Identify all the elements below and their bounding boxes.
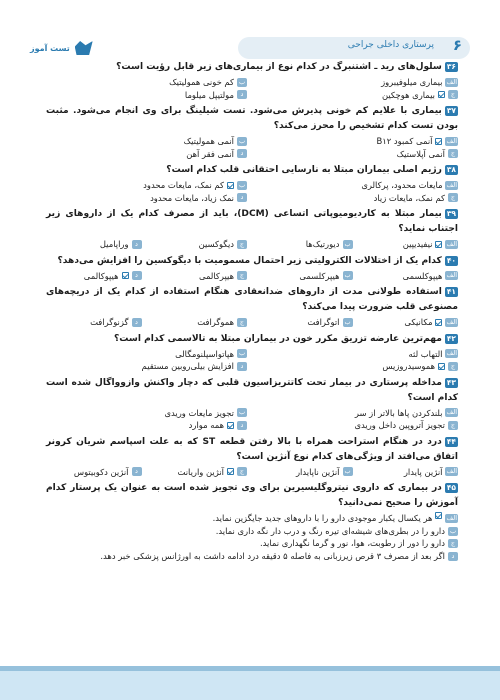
question-number-badge: ۴۵: [446, 483, 456, 492]
question-number-badge: ۳۸: [446, 165, 456, 174]
option-letter: الف: [446, 136, 457, 145]
option-letter: د: [132, 318, 142, 327]
question-stem: [46, 481, 458, 511]
option-letter: الف: [446, 180, 457, 189]
question-number-badge: ۴۰: [446, 255, 456, 265]
option-text: کم خونی همولیتیک: [169, 77, 234, 87]
option-letter: ج: [237, 318, 247, 327]
option-letter: د: [237, 421, 247, 430]
option-text: وراپامیل: [99, 239, 129, 249]
option-text: آنژین واریانت: [177, 466, 224, 477]
option-text: آنمی کمبود B۱۲: [376, 136, 433, 146]
option-text: نیفیدیپین: [402, 239, 433, 249]
option-text: مایعات محدود، پرکالری: [361, 180, 443, 190]
answer-options: [46, 179, 458, 204]
correct-check-icon: [435, 319, 442, 326]
question-stem: [46, 376, 458, 406]
question-number-badge: ۳۹: [446, 209, 456, 218]
option-letter: ج: [237, 271, 247, 280]
option-text: دیورتیک‌ها: [305, 239, 340, 249]
answer-options: [46, 135, 458, 160]
question-text: کدام یک از اختلالات الکترولیتی زیر احتمال مسمومیت با دیگوکسین را افزایش می‌دهد؟: [57, 255, 442, 266]
answer-option: [257, 238, 353, 251]
answer-option: [46, 407, 247, 420]
answer-option: [152, 466, 248, 479]
option-letter: ج: [237, 467, 247, 476]
option-letter: ب: [344, 317, 351, 326]
question-stem: [46, 207, 458, 237]
answer-option: [46, 76, 247, 89]
question-item: [46, 254, 458, 283]
option-text: دارو را در بطری‌های شیشه‌ای تیره رنگ و درب دار نگه داری نماید.: [215, 525, 445, 536]
option-letter: ب: [238, 349, 246, 358]
option-letter: الف: [446, 467, 457, 476]
question-item: [46, 376, 458, 432]
question-text: استفاده طولانی مدت از داروهای ضدانعقادی هنگام استفاده از کدام یک از دریچه‌های مصنوعی قلب ضرورت پیدا می‌کند؟: [46, 287, 458, 312]
option-letter: الف: [446, 514, 457, 522]
brand-logo: [30, 38, 93, 58]
answer-option: [257, 466, 353, 479]
question-text: سلول‌های رید ـ اشتنبرگ در کدام نوع از بیماری‌های زیر قابل رؤیت است؟: [116, 62, 442, 72]
question-text: درد در هنگام استراحت همراه با بالا رفتن قطعه ST که به علت اسپاسم شریان کرونر اتفاق می‌افتد از ویژگی‌های کدام نوع آنژین است؟: [46, 436, 458, 462]
header-title: پرستاری داخلی جراحی: [347, 40, 434, 50]
answer-options: [46, 512, 458, 562]
option-text: تجویز آتروپین داخل وریدی: [354, 420, 445, 430]
option-text: بیماری میلوفیبروز: [381, 77, 443, 87]
answer-option: [46, 148, 247, 161]
option-letter: الف: [446, 77, 457, 86]
option-letter: ب: [238, 136, 246, 145]
correct-check-icon: [435, 138, 442, 145]
answer-option: [46, 192, 247, 205]
correct-check-icon: [227, 422, 234, 429]
question-stem: [46, 285, 458, 315]
page-footer-band: [0, 666, 500, 700]
question-text: در بیماری که داروی نیتروگلیسیرین برای وی تجویز شده است به عنوان یک پرستار کدام آموزش را صحیح نمی‌دانید؟: [46, 483, 458, 508]
option-letter: الف: [446, 239, 457, 248]
question-text: بیماری با علایم کم خونی پذیرش می‌شود. تست شیلینگ برای وی انجام می‌شود. مثبت بودن تست کدام تشخیص را محرز می‌کند؟: [46, 106, 458, 131]
option-letter: د: [448, 552, 458, 561]
answer-option: [46, 550, 458, 563]
option-letter: ب: [449, 526, 457, 535]
answer-option: [363, 270, 459, 283]
option-text: بلندکردن پاها بالاتر از سر: [354, 407, 443, 418]
question-stem: [46, 163, 458, 178]
option-letter: الف: [446, 271, 457, 280]
option-letter: د: [237, 149, 247, 158]
option-text: افزایش بیلی‌روبین مستقیم: [141, 361, 234, 371]
option-text: هیپوکالمی: [83, 270, 119, 281]
answer-option: [363, 316, 459, 329]
question-number-badge: ۳۶: [446, 62, 456, 71]
option-text: آنمی آپلاستیک: [396, 148, 445, 159]
question-text: مهم‌ترین عارضه تزریق مکرر خون در بیماران مبتلا به تالاسمی کدام است؟: [114, 333, 442, 344]
answer-option: [46, 348, 247, 361]
correct-check-icon: [438, 91, 445, 98]
question-item: [46, 481, 458, 562]
option-text: همه موارد: [188, 420, 224, 430]
option-letter: ب: [344, 239, 351, 248]
option-text: مولتیپل میلوما: [184, 89, 234, 100]
answer-option: [257, 419, 458, 432]
answer-option: [46, 238, 142, 251]
answer-option: [257, 360, 458, 373]
option-text: التهاب لثه: [408, 348, 443, 359]
answer-option: [46, 525, 458, 538]
answer-option: [363, 238, 459, 251]
option-letter: د: [132, 467, 142, 476]
option-letter: ج: [448, 421, 458, 430]
footer-bar: [0, 666, 500, 671]
question-item: [46, 285, 458, 329]
option-text: آنژین ناپایدار: [295, 466, 340, 477]
option-text: گزنوگرافت: [90, 317, 129, 327]
option-text: کم نمک، مایعات محدود: [143, 180, 224, 190]
question-stem: [46, 332, 458, 347]
answer-option: [257, 179, 458, 192]
option-letter: د: [237, 90, 247, 99]
correct-check-icon: [438, 363, 445, 370]
brand-mark-icon: [75, 41, 93, 55]
question-stem: [46, 60, 458, 75]
option-letter: ب: [238, 77, 246, 86]
answer-option: [46, 179, 247, 192]
option-letter: ب: [238, 408, 246, 417]
answer-option: [257, 76, 458, 89]
option-letter: الف: [446, 317, 457, 326]
option-text: نمک زیاد، مایعات محدود: [150, 192, 234, 203]
question-item: [46, 104, 458, 160]
question-text: رژیم اصلی بیماران مبتلا به نارسایی احتقانی قلب کدام است؟: [166, 165, 442, 175]
option-text: آنمی همولیتیک: [183, 136, 234, 146]
option-text: هیپرکالمی: [198, 270, 234, 281]
option-text: هیپوکلسمی: [402, 270, 443, 281]
question-number-badge: ۴۴: [446, 436, 456, 446]
answer-option: [257, 135, 458, 148]
option-text: بیماری هوچکین: [382, 89, 435, 100]
correct-check-icon: [227, 468, 234, 475]
option-letter: د: [237, 362, 247, 371]
option-text: دیگوکسین: [198, 239, 234, 249]
option-text: اگر بعد از مصرف ۳ قرص زیرزبانی به فاصله ۵ دقیقه درد ادامه داشت به اورژانس پزشکی خبر دهد.: [100, 550, 445, 561]
question-text: مداخله پرستاری در بیمار تحت کاتتریزاسیون قلبی که دچار واکنش وازوواگال شده است کدام است؟: [46, 377, 458, 403]
option-letter: د: [132, 271, 142, 280]
answer-option: [257, 192, 458, 205]
answer-option: [46, 466, 142, 479]
answer-option: [257, 270, 353, 283]
answer-option: [152, 270, 248, 283]
option-text: اتوگرافت: [307, 317, 340, 327]
option-text: آنژین دکوبیتوس: [73, 466, 129, 477]
option-letter: د: [237, 193, 247, 202]
answer-option: [257, 148, 458, 161]
answer-option: [46, 537, 458, 550]
answer-option: [46, 270, 142, 283]
question-stem: [46, 435, 458, 465]
option-text: دارو را دور از رطوبت، هوا، نور و گرما نگهداری نماید.: [259, 538, 445, 548]
option-text: مکانیکی: [404, 317, 433, 327]
option-letter: د: [132, 240, 142, 249]
answer-options: [46, 76, 458, 101]
correct-check-icon: [435, 512, 442, 519]
page-number: ۶: [452, 36, 462, 54]
option-text: هیپرکلسمی: [299, 270, 340, 281]
option-text: هموسیدروزیس: [382, 361, 435, 371]
option-text: هر یکسال یکبار موجودی دارو را با داروهای جدید جایگزین نماید.: [212, 513, 433, 523]
question-list: [46, 60, 458, 565]
option-text: هپاتواسپلنومگالی: [175, 348, 234, 359]
correct-check-icon: [227, 182, 234, 189]
question-text: بیمار مبتلا به کاردیومیوپاتی اتساعی (DCM)، باید از مصرف کدام یک از داروهای زیر اجتناب نماید؟: [46, 209, 458, 234]
option-text: آنمی فقر آهن: [186, 148, 234, 159]
question-item: [46, 60, 458, 101]
answer-option: [257, 89, 458, 102]
option-letter: ج: [448, 362, 458, 371]
answer-option: [46, 360, 247, 373]
option-letter: ج: [237, 240, 247, 249]
answer-option: [46, 316, 142, 329]
question-item: [46, 332, 458, 373]
option-letter: ج: [448, 539, 458, 548]
answer-options: [46, 238, 458, 251]
option-text: آنژین پایدار: [403, 466, 443, 477]
question-item: [46, 207, 458, 251]
answer-option: [46, 512, 458, 525]
option-letter: ج: [448, 90, 458, 99]
option-letter: الف: [446, 349, 457, 358]
answer-option: [152, 316, 248, 329]
question-number-badge: ۴۳: [446, 377, 456, 387]
option-text: تجویز مایعات وریدی: [164, 407, 234, 418]
answer-option: [257, 348, 458, 361]
brand-name: تست آموز: [30, 43, 70, 53]
correct-check-icon: [435, 241, 442, 248]
answer-option: [152, 238, 248, 251]
question-item: [46, 435, 458, 479]
option-letter: ب: [238, 180, 246, 189]
question-stem: [46, 254, 458, 269]
option-letter: ب: [344, 467, 351, 476]
option-letter: ج: [448, 193, 458, 202]
answer-options: [46, 348, 458, 373]
answer-option: [363, 466, 459, 479]
answer-options: [46, 316, 458, 329]
option-text: هموگرافت: [197, 317, 234, 327]
answer-option: [257, 316, 353, 329]
question-number-badge: ۴۱: [446, 287, 456, 296]
question-number-badge: ۴۲: [446, 333, 456, 343]
question-item: [46, 163, 458, 204]
answer-option: [46, 89, 247, 102]
question-number-badge: ۳۷: [446, 106, 456, 115]
question-stem: [46, 104, 458, 134]
answer-option: [46, 135, 247, 148]
answer-option: [257, 407, 458, 420]
correct-check-icon: [122, 272, 129, 279]
answer-option: [46, 419, 247, 432]
option-letter: ب: [344, 271, 351, 280]
answer-options: [46, 466, 458, 479]
option-letter: ج: [448, 149, 458, 158]
answer-options: [46, 270, 458, 283]
option-letter: الف: [446, 408, 457, 417]
answer-options: [46, 407, 458, 432]
option-text: کم نمک، مایعات زیاد: [373, 192, 445, 203]
